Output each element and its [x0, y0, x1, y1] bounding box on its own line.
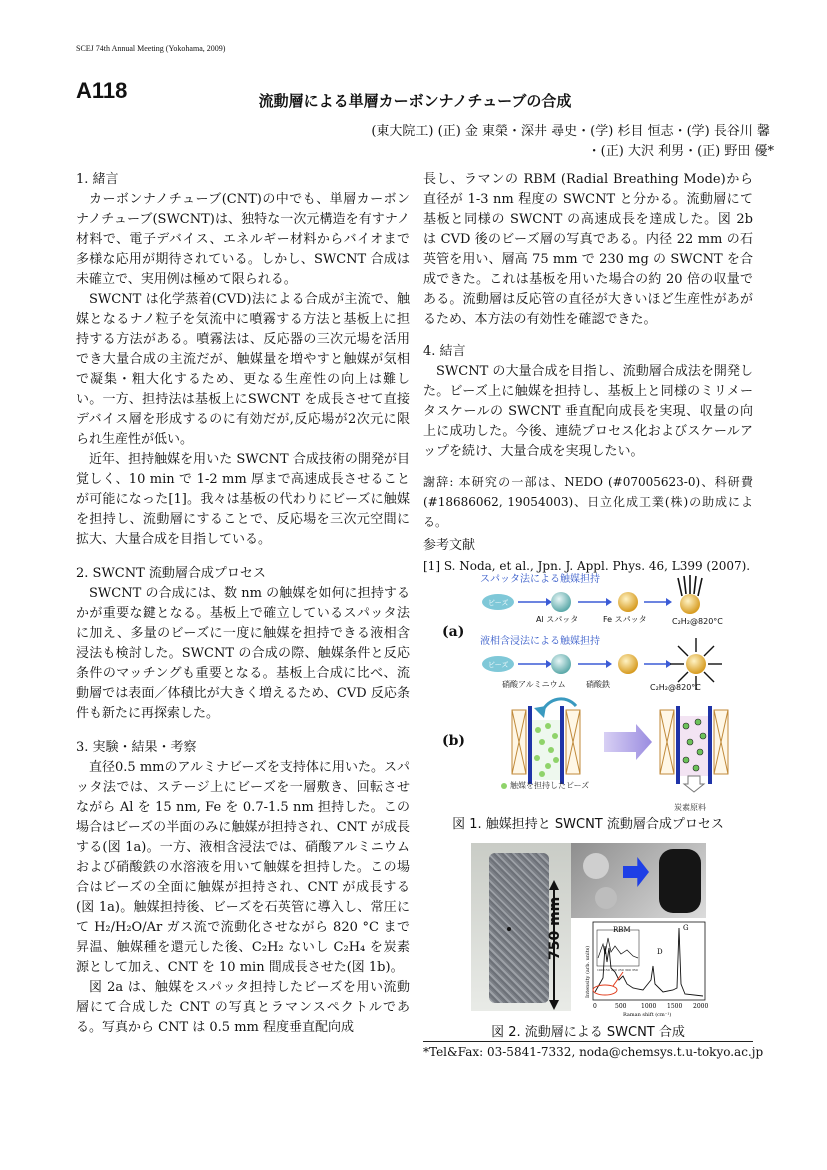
zoom-arrow — [623, 857, 649, 887]
sample-point — [507, 927, 511, 931]
bead-fe-2 — [618, 654, 638, 674]
references-heading: 参考文献 — [423, 538, 476, 553]
xtick-1000: 1000 — [641, 1003, 657, 1010]
peak-rbm: RBM — [613, 926, 631, 934]
legend-bead-dot — [501, 783, 507, 789]
bead-al — [551, 592, 571, 612]
footnote: *Tel&Fax: 03-5841-7332, noda@chemsys.t.u-tokyo.ac.jp — [423, 1045, 764, 1059]
legend-beads: 触媒を担持したビーズ — [510, 781, 590, 790]
inset-xtick-250: 250 — [618, 968, 624, 972]
raman-spectrum — [583, 918, 709, 1018]
peak-g: G — [683, 924, 689, 932]
section-3-paragraph-1: 直径0.5 mmのアルミナビーズを支持体に用いた。スパッタ法では、ステージ上にビーズを一層敷き、回転させながら Al を 15 nm, Fe を 0.7-1.5 nm 担持した。この場合はビーズの半面のみに触媒が担持され、CNT が成長する(図 1a)。一方、液相含浸法では、硝酸アルミニウムおよび硝酸鉄の水溶液を用いて触媒を担持した。この場合はビーズの全面に触媒が担持され、CNT が成長する(図 1a)。触媒担持後、ビーズを石英管に導入し、常圧にて H₂/H₂O/Ar ガス流で流動化させながら 820 °C まで昇温、触媒種を還元した後、C₂H₂ ないし C₂H₄ を炭素源として加え、CNT を 10 min 間成長させた(図 1b)。 — [76, 760, 410, 975]
section-4-heading: 4. 結言 — [423, 344, 466, 359]
section-1-paragraph-1: カーボンナノチューブ(CNT)の中でも、単層カーボンナノチューブ(SWCNT)は、独特な一次元構造を有すナノ材料で、電子デバイス、エネルギー材料からバイオまで多様な応用が期待されている。しかし、SWCNT 合成は未確立で、実用例は極めて限られる。 — [76, 192, 410, 287]
bead-cnt-full — [686, 654, 706, 674]
section-1-heading: 1. 緒言 — [76, 172, 119, 187]
bead-cnt-half — [680, 594, 700, 614]
raman-spectrum-chart — [583, 918, 709, 1018]
figure-1 — [438, 570, 758, 820]
bead-label-2: ビーズ — [488, 661, 509, 669]
reactor-after — [660, 706, 728, 792]
height-label: 750 mm — [547, 896, 563, 960]
row2-title: 液相含浸法による触媒担持 — [480, 636, 600, 647]
section-2-paragraph-1: SWCNT の合成には、数 nm の触媒を如何に担持するかが重要な鍵となる。基板上で確立しているスパッタ法に加え、多量のビーズに一度に触媒を担持できる液相含浸法も検討した。SWCNT の合成の際、触媒条件と反応条件のマッチングも重要となる。基板上合成に比べ、流動層では表面／体積比が大きく増えるため、CVD 反応条件も新たに再探索した。 — [76, 586, 410, 721]
header-note: SCEJ 74th Annual Meeting (Yokohama, 2009) — [76, 44, 226, 53]
figure-1-caption: 図 1. 触媒担持と SWCNT 流動層合成プロセス — [452, 817, 724, 832]
arrow-head-5 — [606, 660, 612, 668]
authors-line-1: (東大院工) (正) 金 東榮・深井 尋史・(学) 杉目 恒志・(学) 長谷川 馨 — [371, 124, 770, 139]
figure-1-label-a: (a) — [442, 624, 465, 640]
xtick-1500: 1500 — [667, 1003, 683, 1010]
bead-fe — [618, 592, 638, 612]
xtick-2000: 2000 — [693, 1003, 709, 1010]
section-3-paragraph-2: 図 2a は、触媒をスパッタ担持したビーズを用い流動層にて合成した CNT の写真とラマンスペクトルである。写真から CNT は 0.5 mm 程度垂直配向成 — [76, 980, 410, 1035]
bead-al-2 — [551, 654, 571, 674]
inset-xtick-350: 350 — [632, 968, 638, 972]
section-4-paragraph-1: SWCNT の大量合成を目指し、流動層合成法を開発した。ビーズ上に触媒を担持し、基板上と同様のミリメータスケールの SWCNT 垂直配向成長を実現、収量の向上に成功した。今後、連続プロセス化およびスケールアップを続け、大量合成を実現したい。 — [423, 364, 753, 459]
section-2-heading: 2. SWCNT 流動層合成プロセス — [76, 566, 266, 581]
authors-line-2: ・(正) 大沢 利男・(正) 野田 優* — [587, 144, 774, 159]
section-1-paragraph-2: SWCNT は化学蒸着(CVD)法による合成が主流で、触媒となるナノ粒子を気流中に噴霧する方法と基板上に担持する方法がある。噴霧法は、反応器の三次元場を活用でき大量合成の主流だが、触媒量を増やすと触媒が気相で凝集・粗大化するため、更なる生産性の向上は難しい。一方、担持法は基板上にSWCNT を成長させて直接デバイス層を形成するのに有効だが,反応場が2次元に限られ生産性が低い。 — [76, 292, 410, 447]
cnt-bead-bed — [489, 853, 549, 1003]
peak-d: D — [657, 948, 663, 956]
row1-title: スパッタ法による触媒担持 — [480, 574, 600, 585]
arrow-head-2 — [606, 598, 612, 606]
bead-label-1: ビーズ — [488, 599, 509, 607]
continued-paragraph: 長し、ラマンの RBM (Radial Breathing Mode)から直径が 1-3 nm 程度の SWCNT と分かる。流動層にて基板と同様の SWCNT の高速成長を達成した。図 2b は CVD 後のビーズ層の写真である。内径 22 mm の石英管を用い、層高 75 mm で 230 mg の SWCNT を合成できた。これは基板を用いた場合の約 20 倍の収量である。流動層は反応管の直径が大きいほど生産性があがるため、本方法の有効性を確認できた。 — [423, 172, 753, 327]
section-1-paragraph-3: 近年、担持触媒を用いた SWCNT 合成技術の開発が目覚しく、10 min で 1-2 mm 厚まで高速成長させることが可能になった[1]。我々は基板の代わりにビーズに触媒を担持し、流動層にすることで、反応場を三次元空間に拡大、大量合成を目指している。 — [76, 452, 410, 547]
left-column — [76, 170, 410, 1038]
inset-xtick-100: 100 — [597, 968, 603, 972]
carbon-feed-arrow — [684, 776, 704, 792]
acknowledgement: 謝辞: 本研究の一部は、NEDO (#07005623-0)、科研費(#18686062, 19054003)、日立化成工業(株)の助成による。 — [423, 475, 753, 529]
figure-2-photo-beads — [571, 843, 706, 918]
reference-1: [1] S. Noda, et al., Jpn. J. Appl. Phys. 46, L399 (2007). — [423, 559, 751, 573]
inset-xtick-200: 200 — [611, 968, 617, 972]
xtick-0: 0 — [593, 1003, 597, 1010]
inset-xtick-150: 150 — [604, 968, 610, 972]
cnt-forest-half — [678, 575, 702, 596]
row2-condition: C₂H₂@820°C — [650, 683, 701, 692]
legend-carbon: 炭素原料 — [674, 803, 706, 812]
cnt-bead-zoom — [659, 849, 701, 913]
row1-condition: C₂H₂@820°C — [672, 617, 723, 626]
inset-box — [597, 930, 639, 966]
arrow-head-3 — [666, 598, 672, 606]
section-3-heading: 3. 実験・結果・考察 — [76, 740, 197, 755]
reactor-before — [512, 699, 580, 784]
xtick-500: 500 — [615, 1003, 627, 1010]
figure-2-caption: 図 2. 流動層による SWCNT 合成 — [491, 1025, 685, 1040]
spectrum-xlabel: Raman shift (cm⁻¹) — [623, 1012, 672, 1018]
rbm-pointer — [613, 972, 623, 986]
row2-step2: 硝酸鉄 — [586, 680, 610, 689]
inset-xtick-300: 300 — [625, 968, 631, 972]
figure-1-diagram — [438, 570, 758, 820]
process-arrow — [604, 724, 652, 760]
paper-title: 流動層による単層カーボンナノチューブの合成 — [258, 92, 572, 110]
spectrum-ylabel: Intensity (arb. units) — [585, 945, 591, 998]
paper-code: A118 — [76, 78, 128, 103]
row1-step1: Al スパッタ — [536, 615, 579, 624]
right-column — [423, 170, 753, 576]
row1-step2: Fe スパッタ — [603, 615, 647, 624]
row2-step1: 硝酸アルミニウム — [502, 680, 566, 689]
footnote-rule — [423, 1041, 753, 1042]
figure-1-label-b: (b) — [442, 733, 466, 749]
